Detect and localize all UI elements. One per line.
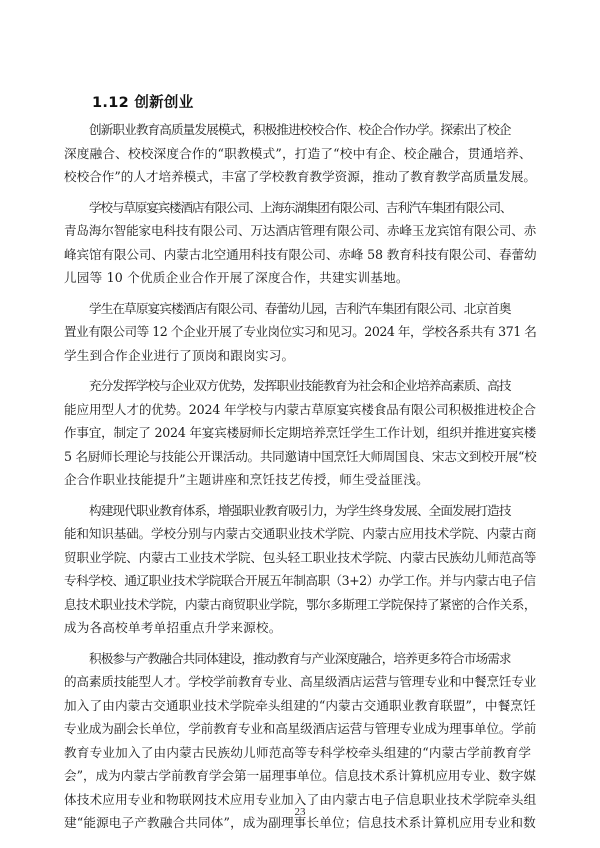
text-line: 积极参与产教融合共同体建设，推动教育与产业深度融合，培养更多符合市场需求 [89,650,511,666]
text-line: 贸职业学院、内蒙古工业技术学院、包头轻工职业技术学院、内蒙古民族幼儿师范高等 [64,549,537,565]
text-line: 构建现代职业教育体系，增强职业教育吸引力，为学生终身发展、全面发展打造技 [89,502,511,518]
text-line: 置业有限公司等 12 个企业开展了专业岗位实习和见习。2024 年，学校各系共有 371 名 [64,324,537,339]
text-line: 学生到合作企业进行了顶岗和跟岗实习。 [64,347,295,363]
section-heading: 1.12 创新创业 [92,95,194,111]
text-line: 专业成为副会长单位，学前教育专业和高星级酒店运营与管理专业成为理事单位。学前 [64,721,537,736]
text-line: 儿园等 10 个优质企业合作开展了深度合作，共建实训基地。 [64,270,409,285]
paragraph-partner-enterprises [64,196,536,290]
text-line: 能和知识基础。学校分别与内蒙古交通职业技术学院、内蒙古应用技术学院、内蒙古商 [64,526,537,541]
text-line: 建“能源电子产教融合共同体”，成为副理事长单位；信息技术系计算机应用专业和数 [64,815,536,830]
text-line: 能应用型人才的优势。2024 年学校与内蒙古草原宴宾楼食品有限公司积极推进校企合 [64,401,536,417]
text-line: 作事宜，制定了 2024 年宴宾楼厨师长定期培养烹饪学生工作计划，组织并推进宴宾楼 [64,425,537,440]
text-line: 学校与草原宴宾楼酒店有限公司、上海东湖集团有限公司、吉利汽车集团有限公司、 [89,199,512,215]
text-line: 5 名厨师长理论与技能公开课活动。共同邀请中国烹饪大师周国良、宋志文到校开展“校 [64,448,537,464]
text-line: 深度融合、校校深度合作的“职教模式”，打造了“校中有企、校企融合，贯通培养、 [64,145,532,161]
body-text [64,118,536,842]
text-line: 会”，成为内蒙古学前教育学会第一届理事单位。信息技术系计算机应用专业、数字媒 [64,768,537,783]
text-line: 加入了由内蒙古交通职业技术学院牵头组建的“内蒙古交通职业教育联盟”，中餐烹饪 [64,697,536,713]
text-line: 专科学校、通辽职业技术学院联合开展五年制高职（3+2）办学工作。并与内蒙古电子信 [64,573,536,588]
text-line: 创新职业教育高质量发展模式，积极推进校校合作、校企合作办学。探索出了校企 [89,122,511,137]
text-line: 的高素质技能型人才。学校学前教育专业、高星级酒店运营与管理专业和中餐烹饪专业 [64,674,537,689]
text-line: 教育专业加入了由内蒙古民族幼儿师范高等专科学校牵头组建的“内蒙古学前教育学 [64,744,532,760]
text-line: 学生在草原宴宾楼酒店有限公司、春蕾幼儿园，吉利汽车集团有限公司、北京首奥 [89,300,511,316]
text-line: 青岛海尔智能家电科技有限公司、万达酒店管理有限公司、赤峰玉龙宾馆有限公司、赤 [64,223,537,238]
text-line: 企合作职业技能提升”主题讲座和烹饪技艺传授，师生受益匪浅。 [64,472,429,487]
page-number: 23 [294,806,306,818]
paragraph-school-enterprise-model [64,118,536,189]
text-line: 峰宾馆有限公司、内蒙古北空通用科技有限公司、赤峰 58 教育科技有限公司、春蕾幼 [64,246,537,262]
text-line: 充分发挥学校与企业双方优势，发挥职业技能教育为社会和企业培养高素质、高技 [89,378,511,393]
text-line: 息技术职业技术学院，内蒙古商贸职业学院，鄂尔多斯理工学院保持了紧密的合作关系， [64,596,536,612]
text-line: 校校合作”的人才培养模式，丰富了学校教育教学资源，推动了教育教学高质量发展。 [64,169,537,184]
text-line: 成为各高校单考单招重点升学来源校。 [64,620,282,635]
paragraph-vocational-system [64,499,536,640]
paragraph-enterprise-advantages [64,374,536,492]
paragraph-student-internships [64,297,536,368]
text-line: 体技术应用专业和物联网技术应用专业加入了由内蒙古电子信息职业技术学院牵头组 [64,791,537,807]
